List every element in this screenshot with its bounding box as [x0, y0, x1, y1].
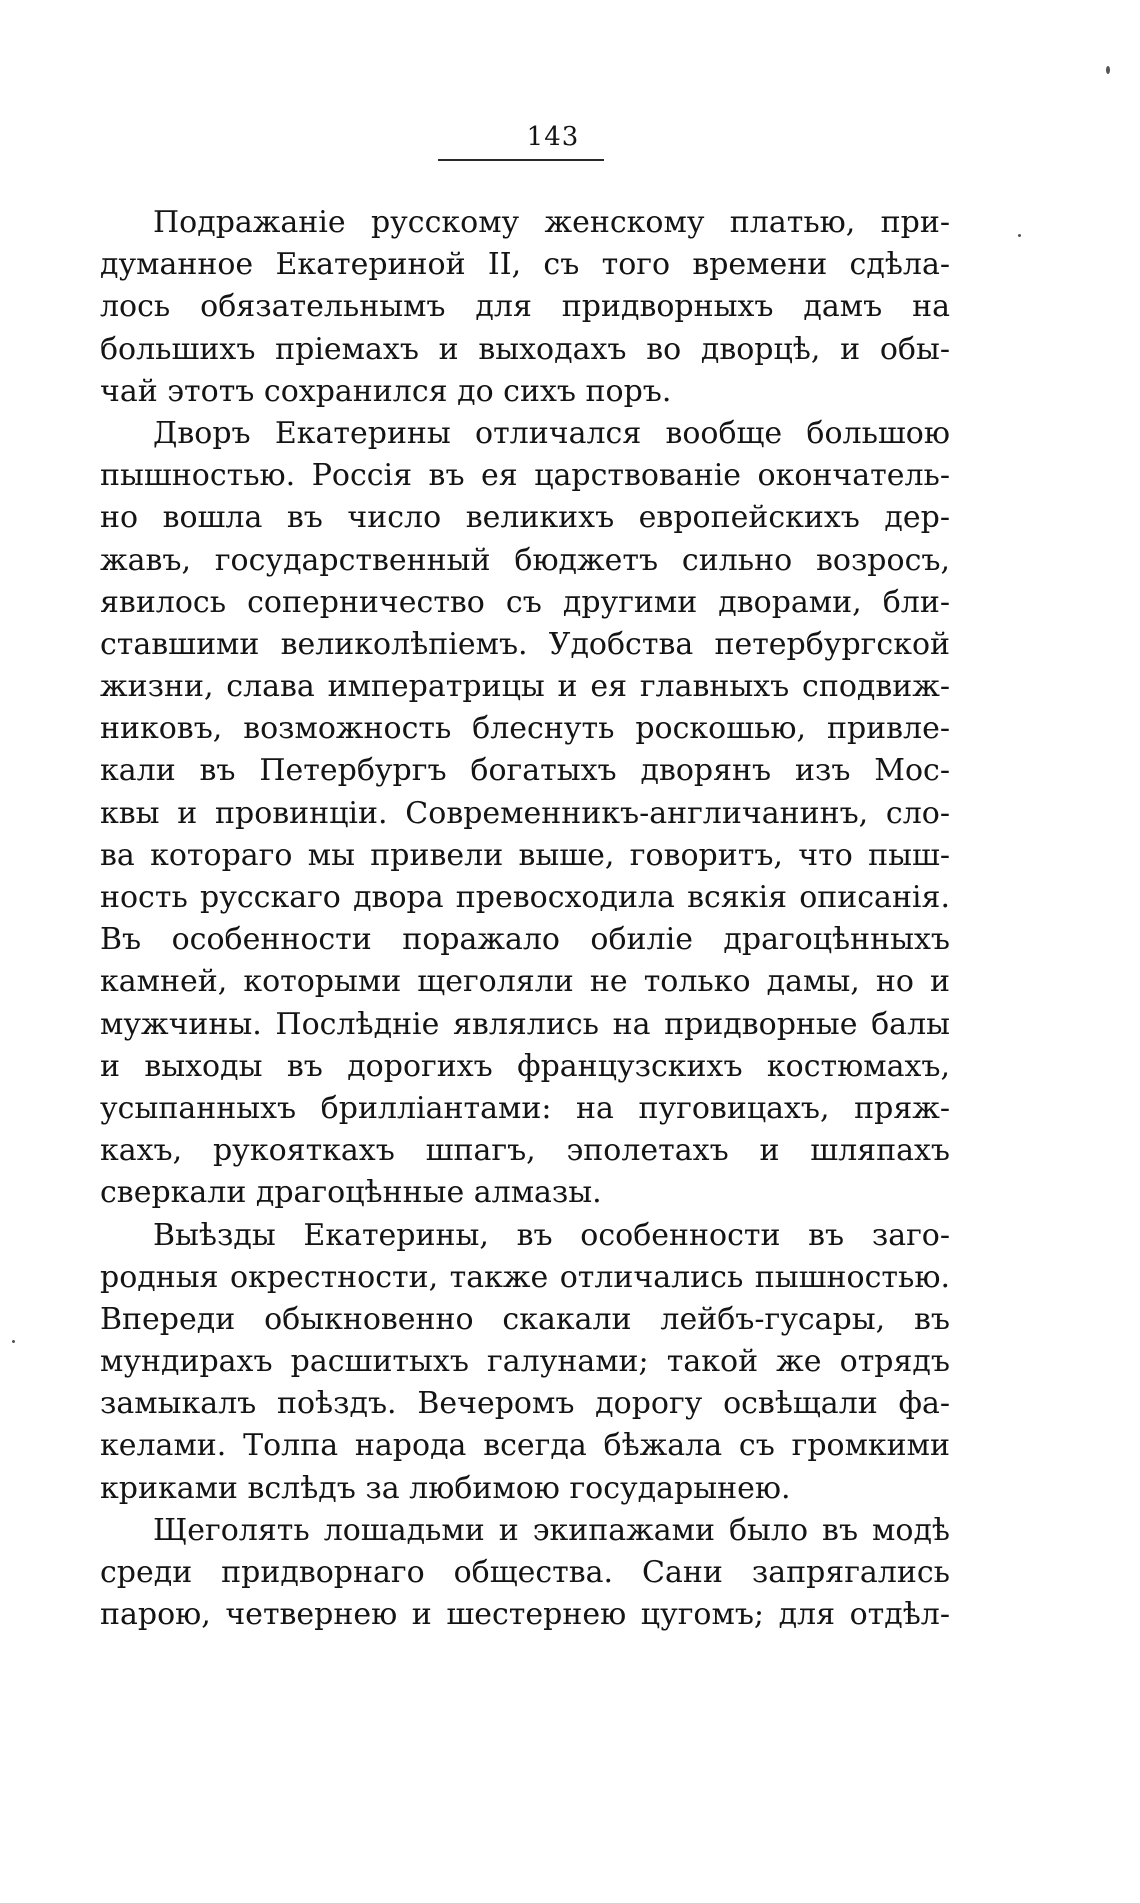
text-line: криками вслѣдъ за любимою государынею.	[100, 1470, 791, 1506]
text-line: Въ особенности поражало обиліе драгоцѣнныхъ	[100, 922, 950, 958]
text-line: большихъ пріемахъ и выходахъ во дворцѣ, и обы-	[100, 331, 950, 367]
text-line: кали въ Петербургъ богатыхъ дворянъ изъ Мос-	[100, 753, 950, 789]
text-line: мужчины. Послѣдніе являлись на придворные балы	[100, 1006, 950, 1042]
text-line: Впереди обыкновенно скакали лейбъ-гусары, въ	[100, 1301, 950, 1337]
text-line: но вошла въ число великихъ европейскихъ дер-	[100, 500, 950, 536]
text-line: лось обязательнымъ для придворныхъ дамъ на	[100, 289, 950, 325]
text-line: камней, которыми щеголяли не только дамы, но и	[100, 964, 950, 1000]
text-line: парою, четвернею и шестернею цугомъ; для отдѣл-	[100, 1597, 950, 1633]
text-line: и выходы въ дорогихъ французскихъ костюмахъ,	[100, 1048, 950, 1084]
scan-speck	[1018, 234, 1021, 237]
paragraph-3	[100, 1215, 950, 1510]
text-line: ность русскаго двора превосходила всякія описанія.	[100, 880, 950, 915]
header-rule	[438, 159, 604, 161]
text-line: квы и провинціи. Современникъ-англичанинъ, сло-	[100, 795, 950, 831]
text-line: жавъ, государственный бюджетъ сильно возросъ,	[100, 542, 950, 578]
paragraph-1	[100, 202, 950, 413]
scan-speck	[1106, 66, 1110, 74]
text-line: келами. Толпа народа всегда бѣжала съ громкими	[100, 1428, 950, 1464]
paragraph-2	[100, 413, 950, 1215]
text-line: Выѣзды Екатерины, въ особенности въ заго-	[153, 1217, 950, 1253]
text-line: мундирахъ расшитыхъ галунами; такой же отрядъ	[100, 1344, 950, 1380]
paragraph-4	[100, 1510, 950, 1637]
page-number: 143	[526, 122, 580, 152]
text-line: жизни, слава императрицы и ея главныхъ сподвиж-	[100, 669, 950, 705]
text-line: сверкали драгоцѣнные алмазы.	[100, 1175, 602, 1211]
text-line: думанное Екатериной II, съ того времени сдѣла-	[100, 247, 950, 283]
page-header	[0, 120, 1106, 154]
text-line: чай этотъ сохранился до сихъ поръ.	[100, 373, 672, 409]
text-line: усыпанныхъ бриллiантами: на пуговицахъ, пряж-	[100, 1090, 950, 1126]
scan-speck	[12, 1340, 15, 1343]
text-line: Подражаніе русскому женскому платью, при-	[153, 205, 950, 240]
text-line: никовъ, возможность блеснуть роскошью, привле-	[100, 711, 950, 747]
text-line: ставшими великолѣпіемъ. Удобства петербургской	[100, 626, 950, 662]
text-line: ва котораго мы привели выше, говоритъ, что пыш-	[100, 837, 950, 873]
text-line: явилось соперничество съ другими дворами, бли-	[100, 584, 950, 620]
text-line: пышностью. Россія въ ея царствованіе окончатель-	[100, 458, 950, 494]
text-line: замыкалъ поѣздъ. Вечеромъ дорогу освѣщали фа-	[100, 1386, 950, 1422]
text-line: среди придворнаго общества. Сани запрягались	[100, 1555, 950, 1590]
text-line: кахъ, рукояткахъ шпагъ, эполетахъ и шляпахъ	[100, 1133, 950, 1169]
body-text	[100, 202, 950, 1636]
text-line: родныя окрестности, также отличались пышностью.	[100, 1259, 950, 1295]
text-line: Щеголять лошадьми и экипажами было въ модѣ	[153, 1512, 950, 1548]
text-line: Дворъ Екатерины отличался вообще большою	[153, 415, 950, 451]
